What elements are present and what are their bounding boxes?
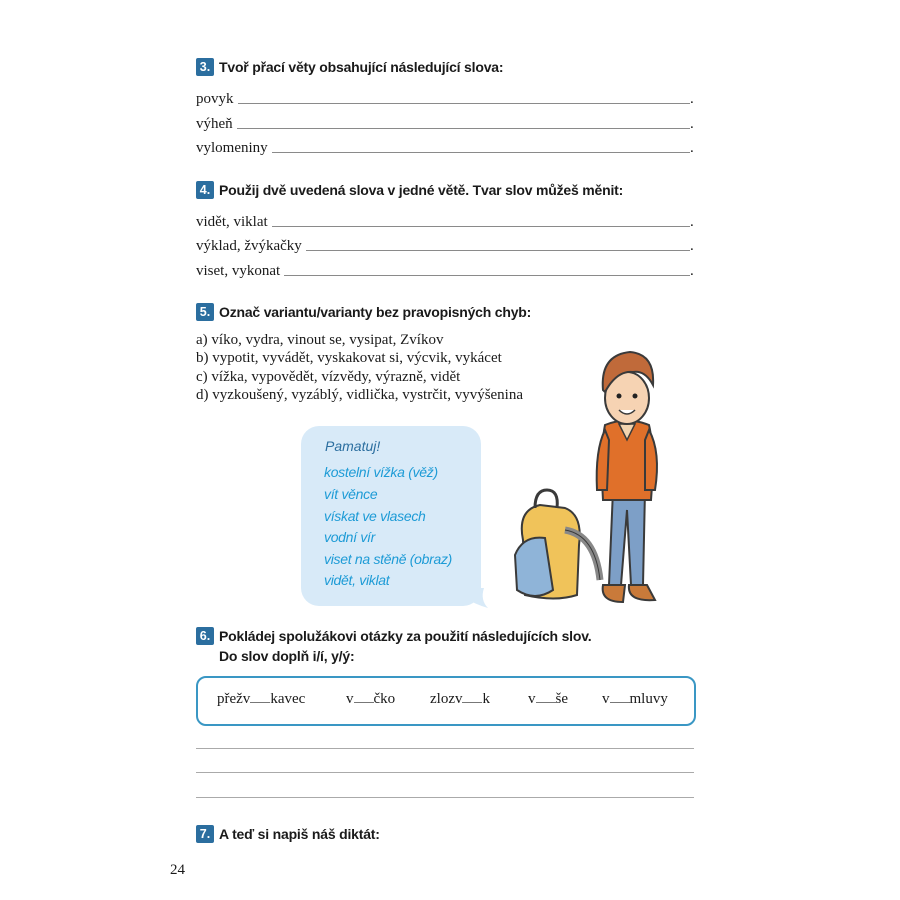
prompt-word: výheň xyxy=(196,116,233,132)
remember-item: vodní vír xyxy=(324,529,375,545)
writing-line[interactable] xyxy=(196,797,694,798)
prompt-word: výklad, žvýkačky xyxy=(196,238,302,254)
task-title: Označ variantu/varianty bez pravopisných chyb: xyxy=(219,304,532,320)
task-number-badge: 5. xyxy=(196,303,214,321)
prompt-word: vylomeniny xyxy=(196,140,268,156)
fill-word[interactable]: v mluvy xyxy=(602,691,668,707)
remember-item: vidět, viklat xyxy=(324,572,390,588)
task-subtitle: Do slov doplň i/í, y/ý: xyxy=(219,648,355,664)
prompt-word: viset, vykonat xyxy=(196,263,281,279)
option-a[interactable]: a) víko, vydra, vinout se, vysipat, Zvíkov xyxy=(196,332,444,348)
page-number: 24 xyxy=(170,862,185,878)
backpack-icon xyxy=(515,490,600,599)
remember-item: vískat ve vlasech xyxy=(324,508,426,524)
answer-line[interactable]: vidět, viklat . xyxy=(196,214,694,230)
answer-line[interactable]: viset, vykonat . xyxy=(196,263,694,279)
task-4-heading xyxy=(196,181,623,200)
bubble-tail xyxy=(466,588,490,610)
task-number-badge: 7. xyxy=(196,825,214,843)
answer-line[interactable]: vylomeniny . xyxy=(196,140,694,156)
task-title: Použij dvě uvedená slova v jedné větě. Tvar slov můžeš měnit: xyxy=(219,182,624,198)
task-number-badge: 6. xyxy=(196,627,214,645)
writing-line[interactable] xyxy=(196,748,694,749)
fill-word[interactable]: v čko xyxy=(346,691,396,707)
task-title: A teď si napiš náš diktát: xyxy=(219,826,380,842)
fill-word[interactable]: v še xyxy=(528,691,568,707)
remember-item: kostelní vížka (věž) xyxy=(324,464,438,480)
task-title: Pokládej spolužákovi otázky za použití následujících slov. xyxy=(219,628,592,644)
task-title: Tvoř přací věty obsahující následující slova: xyxy=(219,59,504,75)
answer-line[interactable]: výheň . xyxy=(196,116,694,132)
remember-item: vít věnce xyxy=(324,486,378,502)
fill-word[interactable]: přežv kavec xyxy=(217,691,306,707)
option-d[interactable]: d) vyzkoušený, vyzáblý, vidlička, vystrčit, vyvýšenina xyxy=(196,387,524,403)
task-7-heading xyxy=(196,825,380,844)
answer-line[interactable]: povyk . xyxy=(196,91,694,107)
option-b[interactable]: b) vypotit, vyvádět, vyskakovat si, výcvik, vykácet xyxy=(196,350,502,366)
task-number-badge: 3. xyxy=(196,58,214,76)
task-3-heading xyxy=(196,58,503,77)
task-number-badge: 4. xyxy=(196,181,214,199)
boy-illustration xyxy=(505,340,675,615)
answer-line[interactable]: výklad, žvýkačky . xyxy=(196,238,694,254)
option-c[interactable]: c) vížka, vypovědět, vízvědy, výrazně, vidět xyxy=(196,369,461,385)
remember-title: Pamatuj! xyxy=(325,438,381,454)
task-5-heading xyxy=(196,303,531,322)
writing-line[interactable] xyxy=(196,772,694,773)
prompt-word: vidět, viklat xyxy=(196,214,268,230)
remember-item: viset na stěně (obraz) xyxy=(324,551,453,567)
fill-word[interactable]: zlozv k xyxy=(430,691,490,707)
task-6-heading xyxy=(196,627,591,646)
prompt-word: povyk xyxy=(196,91,234,107)
